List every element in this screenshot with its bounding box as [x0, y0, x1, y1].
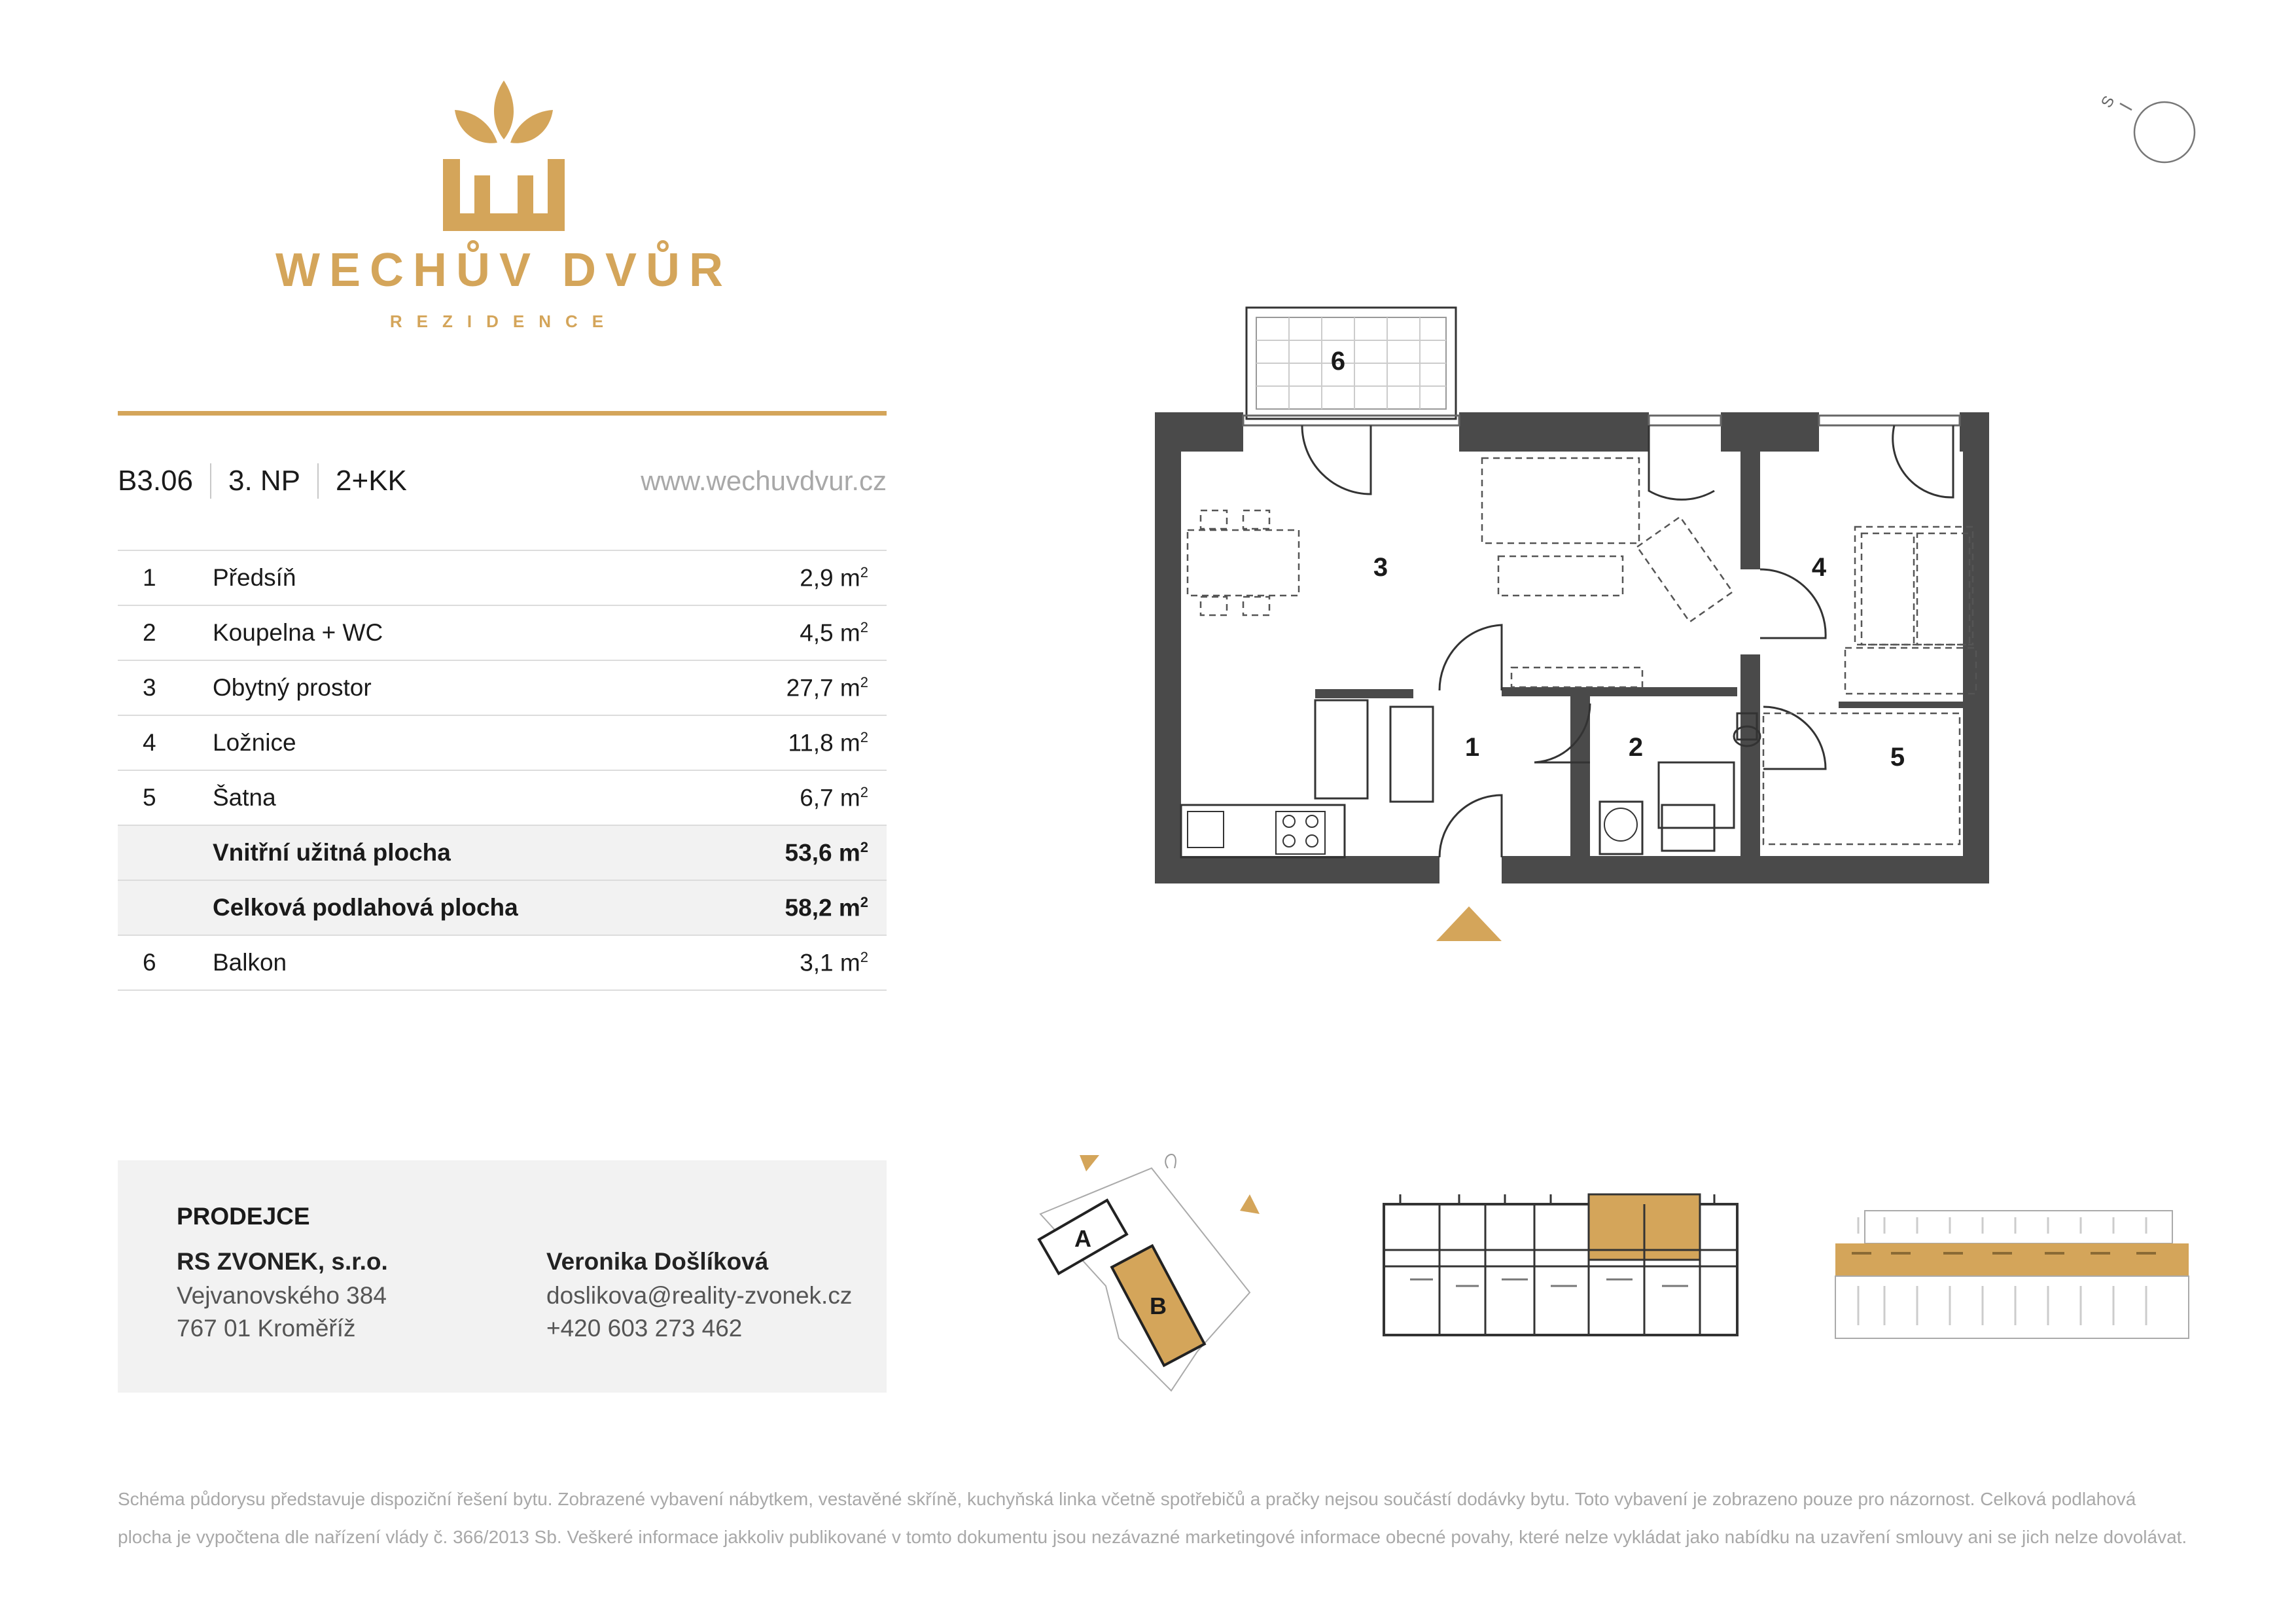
svg-text:B: B	[1150, 1293, 1167, 1319]
room-area-value: 3,1 m	[800, 949, 860, 976]
agent-email[interactable]: doslikova@reality-zvonek.cz	[546, 1282, 853, 1309]
room-name: Předsíň	[213, 564, 296, 591]
room-area-unit-exponent: 2	[860, 618, 868, 635]
logo-leaf-left	[455, 110, 497, 143]
website-link[interactable]: www.wechuvdvur.cz	[641, 465, 887, 496]
room-number: 3	[143, 674, 156, 701]
room-area-unit-exponent: 2	[860, 728, 868, 745]
table-row	[118, 935, 887, 991]
room-area	[716, 839, 887, 866]
room-area-unit-exponent: 2	[860, 673, 868, 690]
agency-name: RS ZVONEK, s.r.o.	[177, 1248, 388, 1275]
room-number: 2	[143, 619, 156, 646]
room-name: Obytný prostor	[213, 674, 372, 701]
room-label-5: 5	[1890, 743, 1905, 772]
exterior-walls	[1155, 412, 1989, 883]
table-row	[118, 660, 887, 715]
site-plan-diagram	[1034, 1135, 1289, 1397]
logo-leaf-right	[510, 110, 553, 143]
building-elevation	[1832, 1207, 2192, 1342]
agency-city: 767 01 Kroměříž	[177, 1315, 356, 1342]
room-area-value: 53,6 m	[785, 839, 860, 866]
room-name: Ložnice	[213, 729, 296, 756]
room-area-value: 4,5 m	[800, 619, 860, 647]
agent-phone[interactable]: +420 603 273 462	[546, 1315, 743, 1342]
balcony	[1246, 308, 1456, 419]
floor-plan-drawing	[1148, 301, 2005, 949]
room-area-table	[118, 550, 887, 991]
room-label-3: 3	[1373, 553, 1388, 582]
room-area	[716, 729, 887, 757]
site-arrow-icon	[1240, 1194, 1260, 1214]
table-row	[118, 605, 887, 660]
table-summary-row	[118, 825, 887, 880]
brand-logo	[442, 77, 566, 231]
brand-name: WECHŮV DVŮR	[275, 244, 732, 296]
room-labels	[1331, 347, 1905, 772]
room-area	[716, 894, 887, 921]
table-summary-row	[118, 880, 887, 935]
room-area-unit-exponent: 2	[860, 783, 868, 800]
room-number: 6	[143, 949, 156, 976]
logo-w-mark	[443, 159, 565, 231]
room-label-1: 1	[1464, 733, 1480, 762]
unit-layout: 2+KK	[336, 465, 407, 497]
room-area	[716, 784, 887, 812]
unit-floor: 3. NP	[228, 465, 301, 497]
room-area-value: 58,2 m	[785, 894, 860, 921]
room-name: Balkon	[213, 949, 287, 976]
sales-title: PRODEJCE	[177, 1203, 310, 1230]
room-area-value: 27,7 m	[786, 674, 860, 702]
logo-leaf-center	[494, 80, 514, 139]
compass-label: S	[2097, 93, 2119, 111]
building-a	[1039, 1200, 1127, 1274]
fixtures	[1181, 700, 1760, 857]
room-area	[716, 949, 887, 976]
unit-code: B3.06	[118, 465, 193, 497]
disclaimer-text: Schéma půdorysu představuje dispoziční řešení bytu. Zobrazené vybavení nábytkem, vestavěné skříně, kuchyňská linka včetně spotřebičů a pračky nejsou součástí dodávky bytu. Toto vybavení je zobrazeno pouze pro názornost. Celková podlahová plocha je vypočtena dle nařízení vlády č. 366/2013 Sb. Veškeré informace jakkoliv publikované v tomto dokumentu jsou nezávazné marketingové informace obecné povahy, které nelze vykládat jako nabídku na uzavření smlouvy ani se jich nelze dovolávat.	[118, 1489, 2187, 1547]
site-arrow-icon	[1080, 1155, 1099, 1171]
agent-block	[546, 1245, 852, 1345]
room-area-value: 2,9 m	[800, 564, 860, 592]
table-row	[118, 770, 887, 825]
room-area	[716, 619, 887, 647]
building-b	[1112, 1246, 1205, 1366]
room-area-unit-exponent: 2	[860, 838, 868, 855]
sales-contact-box	[118, 1160, 887, 1393]
agent-name: Veronika Došlíková	[546, 1248, 769, 1275]
table-row	[118, 715, 887, 770]
room-name: Koupelna + WC	[213, 619, 383, 646]
gold-divider	[118, 411, 887, 416]
room-number: 4	[143, 729, 156, 756]
room-area-unit-exponent: 2	[860, 893, 868, 910]
room-name: Šatna	[213, 784, 276, 811]
room-number: 1	[143, 564, 156, 591]
room-label-4: 4	[1811, 553, 1827, 582]
unit-header	[118, 458, 887, 504]
room-area-value: 6,7 m	[800, 784, 860, 812]
room-area-unit-exponent: 2	[860, 948, 868, 965]
header-separator	[210, 463, 211, 499]
room-name: Celková podlahová plocha	[213, 894, 518, 921]
room-area	[716, 674, 887, 702]
agency-block	[177, 1245, 388, 1345]
svg-text:A: A	[1074, 1225, 1091, 1252]
brand-subtitle: REZIDENCE	[389, 312, 618, 331]
table-row	[118, 550, 887, 605]
room-label-2: 2	[1628, 733, 1644, 762]
room-label-6: 6	[1330, 347, 1346, 376]
room-area	[716, 564, 887, 592]
header-separator	[317, 463, 319, 499]
room-name: Vnitřní užitná plocha	[213, 839, 451, 866]
room-area-value: 11,8 m	[788, 729, 860, 757]
entrance-arrow-icon	[1436, 906, 1502, 941]
agency-street: Vejvanovského 384	[177, 1282, 387, 1309]
room-number: 5	[143, 784, 156, 811]
floor-location-diagram	[1381, 1188, 1740, 1342]
room-area-unit-exponent: 2	[860, 563, 868, 580]
